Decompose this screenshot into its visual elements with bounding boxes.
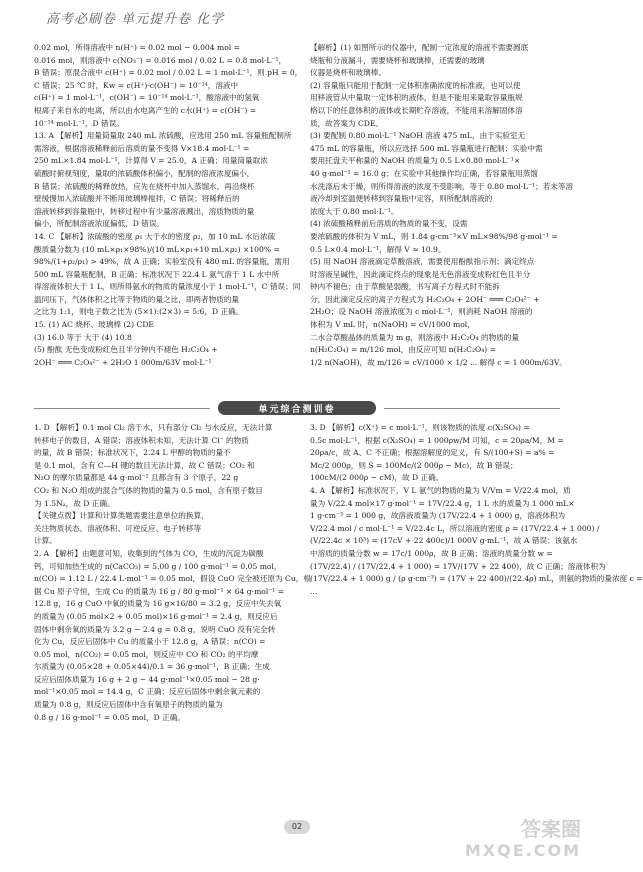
text-line: 浓度大于 0.80 mol·L⁻¹。 (310, 206, 399, 216)
text-line: 2OH⁻ ═══ C₂O₄²⁻ + 2H₂O 1 000m/63V mol·L⁻¹ (34, 357, 212, 367)
text-line: (5) 酚酞 无色变成粉红色且半分钟内不褪色 H₂C₂O₄ + (34, 345, 218, 355)
banner-right-rule (384, 408, 560, 409)
page-number: 02 (284, 820, 310, 834)
text-line: 根离子来自水的电离，所以由水电离产生的 c水(H⁺) = c(OH⁻) = (34, 105, 257, 115)
text-line: 时溶液呈碱性，因此滴定终点的现象是无色溶液变成粉红色且半分 (310, 269, 531, 279)
text-line: 100cM/(2 000ρ − cM)，故 D 正确。 (310, 473, 444, 483)
text-line: 15. (1) AC 烧杯、玻璃棒 (2) CDE (34, 320, 154, 330)
text-line: 偏小，所配制溶液浓度偏低，D 错误。 (34, 219, 165, 229)
text-line: CO₂ 和 N₂O 组成的混合气体的物质的量为 0.5 mol，含有原子数目 (34, 485, 263, 495)
text-line: c(H⁺) = 1 mol·L⁻¹，c(OH⁻) = 10⁻¹⁴ mol·L⁻¹，酸溶液中的氢氧 (34, 93, 260, 103)
watermark-line1: 答案圈 (521, 817, 581, 841)
text-line: C 错误；25 ℃ 时，Kw = c(H⁺)·c(OH⁻) = 10⁻¹⁴，溶液中 (34, 80, 239, 90)
text-line: 钟内不褪色；由于草酸是弱酸，书写离子方程式时不能拆 (310, 282, 500, 292)
text-line: 仪器是烧杯和玻璃棒。 (310, 68, 386, 78)
text-line: Mc/2 000ρ，则 S = 100Mc/(2 000ρ − Mc)，故 B 错误； (310, 460, 518, 470)
text-line: 固体中剩余氧的质量为 3.2 g − 2.4 g = 0.8 g，说明 CuO 没有完全转 (34, 624, 276, 634)
text-line: 0.8 g / 16 g·mol⁻¹ = 0.05 mol，D 正确。 (34, 712, 185, 722)
text-line: 10⁻¹⁴ mol·L⁻¹，D 错误。 (34, 118, 124, 128)
text-line: 475 mL 的容量瓶，所以应选择 500 mL 容量瓶进行配制；实验中需 (310, 143, 543, 153)
section-banner (218, 398, 376, 418)
text-line: 0.02 mol，所得溶液中 n(H⁺) = 0.02 mol − 0.004 mol = (34, 43, 240, 52)
text-line: 得溶液体积大于 1 L，则所得氨水的物质的量浓度小于 1 mol·L⁻¹，C 错误；同 (34, 282, 301, 292)
text-line: 为 1.5Nₐ，故 D 正确。 (34, 498, 115, 508)
text-line: 250 mL×1.84 mol·L⁻¹，计算得 V = 25.0，A 正确；用量筒量取浓 (34, 156, 268, 166)
watermark-line2: MXQE.COM (464, 841, 581, 860)
text-line: 要浓硫酸的体积为 V mL，则 1.84 g·cm⁻³×V mL×98%/98 g·mol⁻¹ = (310, 231, 558, 241)
text-line: (3) 要配制 0.80 mol·L⁻¹ NaOH 溶液 475 mL，由于实验室无 (310, 131, 526, 141)
text-line: 尔质量为 (0.05×28 + 0.05×44)/0.1 = 36 g·mol⁻¹，B 正确；生成 (34, 662, 270, 672)
text-line: 质量为 0.8 g，则反应后固体中含有氧原子的物质的量为 (34, 700, 223, 710)
text-line: 二水合草酸晶体的质量为 m g，则溶液中 H₂C₂O₄ 的物质的量 (310, 332, 519, 342)
text-line: 转移电子的数目，A 错误；溶液体积未知，无法计算 Cl⁻ 的物质 (34, 435, 249, 445)
text-line: (4) 浓硫酸稀释前后溶质的物质的量不变，设需 (310, 219, 468, 229)
text-line: 1 g·cm⁻³ = 1 000 g，故溶液质量为 (17V/22.4 + 1 000) g，溶液体积为 (310, 511, 566, 521)
text-line: 分，因此滴定反应的离子方程式为 H₂C₂O₄ + 2OH⁻ ═══ C₂O₄²⁻ + (310, 294, 540, 304)
text-line: (5) 用 NaOH 溶液滴定草酸溶液，需要使用酚酞指示剂；滴定终点 (310, 257, 535, 267)
text-line: 烧瓶和分液漏斗，需要烧杯和玻璃棒，还需要的玻璃 (310, 55, 485, 65)
text-line: 用移液管从中量取一定体积的液体，但是不能用来量取容量瓶规 (310, 93, 523, 103)
text-line: (3) 16.0 等于 大于 (4) 10.8 (34, 332, 132, 342)
text-line: 是 0.1 mol，含有 C—H 键的数目无法计算，故 C 错误；CO₂ 和 (34, 460, 255, 470)
text-line: (V/22.4c × 10³) = (17cV + 22 400c)/1 000V g·mL⁻¹，故 A 错误；该氨水 (310, 536, 578, 546)
text-line: 2. A 【解析】由题意可知，收集到的气体为 CO，生成的沉淀为碳酸 (34, 548, 264, 558)
text-line: n(CO) = 1.12 L / 22.4 L·mol⁻¹ = 0.05 mol，假设 CuO 完全被还原为 Cu，根 (34, 574, 311, 584)
right-column-top (310, 42, 572, 369)
text-line: 【关键点拨】计算和计算类题需要注意单位的换算， (34, 511, 209, 521)
text-line: 的量，故 B 错误；标准状况下，2.24 L 甲醇的物质的量不 (34, 448, 231, 458)
text-line: 13. A 【解析】用量筒量取 240 mL 浓硫酸，应选用 250 mL 容量瓶配制所 (34, 131, 292, 141)
text-line: 中溶质的质量分数 w = 17c/1 000ρ，故 B 正确；溶液的质量分数 w = (310, 548, 553, 558)
text-line: 液冷却到室温便转移到容量瓶中定容，则所配制溶液的 (310, 194, 493, 204)
text-line: n(H₂C₂O₄) = m/126 mol，由反应可知 n(H₂C₂O₄) = (310, 345, 497, 355)
text-line: 0.5 L×0.4 mol·L⁻¹，解得 V ≈ 10.9。 (310, 244, 446, 254)
text-line: 酸质量分数为 (10 mL×ρ₁×98%)/(10 mL×ρ₁+10 mL×ρ₂) ×100% = (34, 244, 280, 254)
text-line: 水洗涤后未干燥，则所得溶液的浓度不受影响，等于 0.80 mol·L⁻¹；若未等溶 (310, 181, 574, 191)
text-line: 14. C 【解析】浓硫酸的密度 ρ₁ 大于水的密度 ρ₂，加 10 mL 水后浓硫 (34, 231, 276, 241)
text-line: 20ρa/c，故 A、C 不正确；根据溶解度的定义，有 S/(100+S) = a% = (310, 448, 555, 458)
text-line: mol⁻¹×0.05 mol = 14.4 g，C 正确；反应后固体中剩余氧元素的 (34, 687, 261, 697)
text-line: 0.016 mol，则溶液中 c(NO₃⁻) = 0.016 mol / 0.02 L = 0.8 mol·L⁻¹， (34, 55, 287, 65)
text-line: ... (310, 586, 318, 596)
text-line: 之比为 1:1，则电子数之比为 (5×1):(2×3) = 5:6，D 正确。 (34, 307, 244, 317)
text-line: 溶液转移到容量瓶中，转移过程中有少量溶液溅出，溶质物质的量 (34, 206, 255, 216)
text-line: (17V/22.4 + 1 000) g / (ρ g·cm⁻³) = (17V + 22 400)/(22.4ρ) mL，则氨的物质的量浓度 c = (310, 574, 643, 584)
text-line: 40 g·mol⁻¹ = 16.0 g；在实验中其他操作均正确，若容量瓶用蒸馏 (310, 168, 538, 178)
text-line: 格以下的任意体积的液体或长期贮存溶液，不能用来溶解固体溶 (310, 105, 523, 115)
text-line: 的质量为 (0.05 mol×2 + 0.05 mol)×16 g·mol⁻¹ = 2.4 g，则反应后 (34, 611, 278, 621)
text-line: 壁缓慢加入浓硫酸并不断用玻璃棒搅拌，C 错误；将稀释后的 (34, 194, 240, 204)
text-line: 反应后固体质量为 16 g + 2 g − 44 g·mol⁻¹×0.05 mol − 28 g· (34, 674, 260, 684)
text-line: 1/2 n(NaOH)，故 m/126 = cV/1000 × 1/2 ... 解得 c = 1 000m/63V。 (310, 357, 567, 367)
text-line: 硫酸时俯视刻度，量取的浓硫酸体积偏小，配制的溶液浓度偏小， (34, 168, 255, 178)
banner-left-rule (34, 408, 210, 409)
page-header (0, 0, 593, 44)
right-column-bottom (310, 422, 643, 598)
text-line: 0.05 mol，n(CO₂) = 0.05 mol，则反应中 CO 和 CO₂ 的平均摩 (34, 649, 259, 659)
text-line: 需溶液，根据溶液稀释前后溶质的量不变得 V×18.4 mol·L⁻¹ = (34, 143, 250, 153)
text-line: B 错误；浓硫酸的稀释放热，应先在烧杯中加入蒸馏水，再沿烧杯 (34, 181, 255, 191)
text-line: (17V/22.4) / (17V/22.4 + 1 000) = 17V/(17V + 22 400)，故 C 正确；溶液体积为 (310, 561, 606, 571)
text-line: 体积为 V mL 时，n(NaOH) = cV/1000 mol， (310, 320, 475, 330)
text-line: N₂O 的摩尔质量都是 44 g·mol⁻¹ 且都含有 3 个原子，22 g (34, 473, 239, 483)
text-line: 98%/(1+ρ₂/ρ₁) > 49%，故 A 正确；实验室没有 480 mL 的容量瓶，需用 (34, 257, 290, 267)
text-line: 关注物质状态、溶液体积、可逆反应、电子转移等 (34, 523, 202, 533)
header-title: 高考必刷卷 单元提升卷 化学 (46, 12, 225, 27)
text-line: 钙，可知加热生成的 n(CaCO₃) = 5.00 g / 100 g·mol⁻¹ = 0.05 mol， (34, 561, 282, 571)
text-line: 质，故答案为 CDE。 (310, 118, 384, 128)
watermark-logo (431, 818, 581, 862)
text-line: 1. D 【解析】0.1 mol Cl₂ 溶于水，只有部分 Cl₂ 与水反应，无法计算 (34, 423, 273, 432)
text-line: 2H₂O；设 NaOH 溶液浓度为 c mol·L⁻¹，则消耗 NaOH 溶液的 (310, 307, 533, 317)
text-line: B 错误；原混合液中 c(H⁺) = 0.02 mol / 0.02 L = 1 mol·L⁻¹，则 pH = 0， (34, 68, 303, 78)
text-line: V/22.4 mol / c mol·L⁻¹ = V/22.4c L，所以溶液的密度 ρ = (17V/22.4 + 1 000) / (310, 523, 600, 533)
text-line: 计算。 (34, 536, 57, 546)
text-line: 量为 V/22.4 mol×17 g·mol⁻¹ = 17V/22.4 g，1 L 水的质量为 1 000 mL× (310, 498, 575, 508)
text-line: 据 Cu 原子守恒，生成 Cu 的质量为 16 g / 80 g·mol⁻¹ × 64 g·mol⁻¹ = (34, 586, 285, 596)
banner-title: 单元综合测训卷 (258, 404, 336, 415)
text-line: 温同压下，气体体积之比等于物质的量之比，即两者物质的量 (34, 294, 240, 304)
text-line: 12.8 g，16 g CuO 中氧的质量为 16 g×16/80 = 3.2 g，反应中失去氧 (34, 599, 282, 609)
left-column-top (34, 42, 302, 369)
left-column-bottom (34, 422, 311, 724)
text-line: 化为 Cu，反应后固体中 Cu 的质量小于 12.8 g，A 错误；n(CO) = (34, 637, 266, 647)
text-line: (2) 容量瓶只能用于配制一定体积准确浓度的标准液，也可以使 (310, 80, 521, 90)
text-line: 要用托盘天平称量的 NaOH 的质量为 0.5 L×0.80 mol·L⁻¹× (310, 156, 521, 166)
text-line: 3. D 【解析】c(X⁺) = c mol·L⁻¹，则该物质的浓度 c(X₂SO₄) = (310, 423, 530, 432)
text-line: 0.5c mol·L⁻¹，根据 c(X₂SO₄) = 1 000ρw/M 可知，c = 20ρa/M，M = (310, 435, 564, 445)
text-line: 500 mL 容量瓶配制，B 正确；标准状况下 22.4 L 氨气溶于 1 L 水中所 (34, 269, 280, 279)
text-line: 【解析】(1) 如图所示的仪器中，配制一定浓度的溶液不需要圆底 (310, 43, 529, 52)
text-line: 4. A 【解析】标准状况下，V L 氨气的物质的量为 V/Vm = V/22.4 mol，质 (310, 485, 571, 495)
